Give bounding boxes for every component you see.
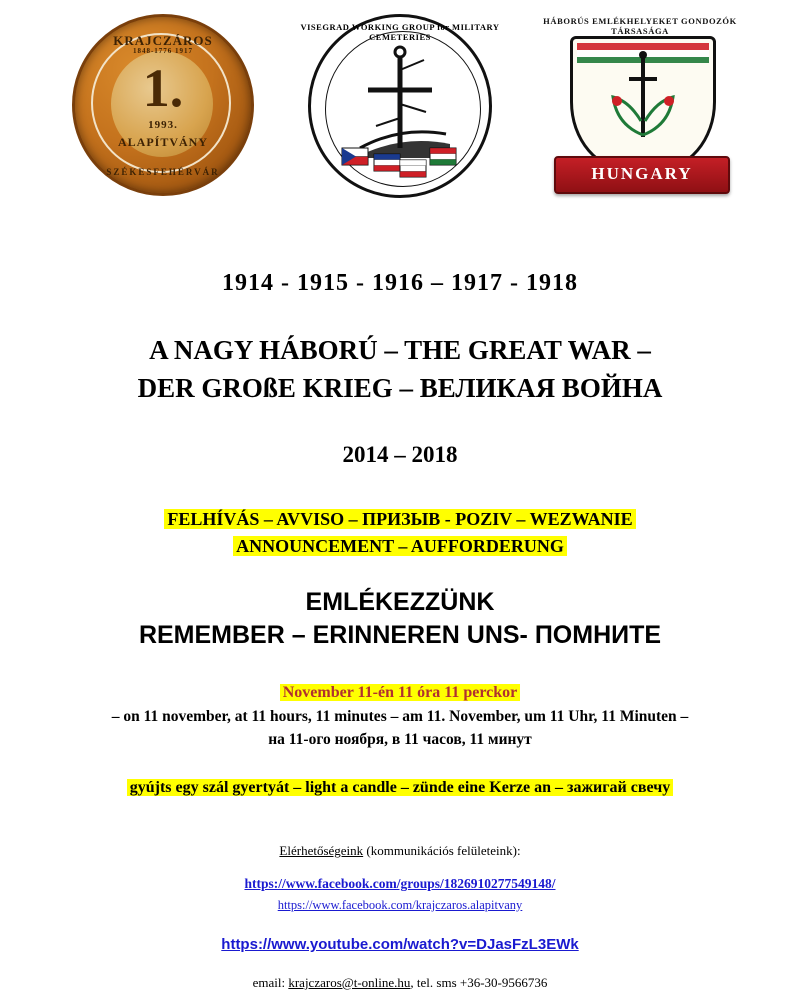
announcement-line2-text: ANNOUNCEMENT – AUFFORDERUNG [233, 536, 567, 556]
time-line-hungarian-text: November 11-én 11 óra 11 perckor [280, 684, 521, 701]
poster-title [40, 331, 760, 408]
poster-title-line1: A NAGY HÁBORÚ – THE GREAT WAR – [149, 335, 651, 365]
commemoration-period: 2014 – 2018 [342, 441, 458, 467]
hungary-arc-text: HÁBORÚS EMLÉKHELYEKET GONDOZÓK TÁRSASÁGA [543, 16, 737, 36]
email-address-link[interactable]: krajczaros@t-online.hu [288, 974, 411, 990]
contacts-label-rest: (kommunikációs felületeink): [363, 843, 521, 859]
time-line-en-de: – on 11 november, at 11 hours, 11 minutes – am 11. November, um 11 Uhr, 11 Minuten – [111, 707, 689, 725]
hungary-banner: HUNGARY [554, 156, 730, 194]
visegrad-working-group-logo [300, 8, 500, 208]
contacts-block [40, 843, 760, 859]
seal-top-text: KRAJCZÁROS [113, 33, 213, 48]
announcement-line2 [40, 533, 760, 560]
war-years: 1914 - 1915 - 1916 – 1917 - 1918 [222, 270, 578, 296]
candle-call [40, 779, 760, 797]
hungary-war-memorial-society-logo [540, 8, 740, 208]
announcement-line1 [40, 506, 760, 533]
remember-line1: EMLÉKEZZÜNK [305, 587, 495, 616]
time-block [40, 681, 760, 752]
youtube-link[interactable]: https://www.youtube.com/watch?v=DJasFzL3EWk [221, 935, 579, 953]
contacts-label: Elérhetőségeink [279, 843, 364, 859]
links-block [40, 873, 760, 957]
time-line-hungarian [40, 681, 760, 705]
candle-call-text: gyújts egy szál gyertyát – light a candle – zünde eine Kerze an – зажигай свечу [127, 779, 673, 796]
remember-line2: REMEMBER – ERINNEREN UNS- ПОМНИТЕ [138, 621, 662, 650]
krajczaros-foundation-logo [60, 8, 260, 208]
remember-block [40, 586, 760, 653]
announcement-line1-text: FELHÍVÁS – AVVISO – ПРИЗЫВ - POZIV – WEZWANIE [164, 509, 635, 529]
email-line [40, 975, 760, 991]
logo-row [0, 0, 800, 210]
poster-title-line2: DER GROßE KRIEG – ВЕЛИКАЯ ВОЙНА [137, 373, 663, 404]
seal-foundation-text: ALAPÍTVÁNY [117, 135, 208, 149]
poster-content [0, 270, 800, 991]
visegrad-top-text: VISEGRAD WORKING GROUP for MILITARY CEMETERIES [300, 22, 500, 42]
seal-year: 1993. [148, 119, 178, 131]
seal-background [72, 14, 254, 196]
facebook-group-link[interactable]: https://www.facebook.com/groups/1826910277549148/ [244, 876, 556, 892]
announcement-block [40, 506, 760, 560]
facebook-page-link[interactable]: https://www.facebook.com/krajczaros.alapitvany [277, 897, 523, 912]
time-line-russian: на 11-ого ноября, в 11 часов, 11 минут [268, 730, 532, 748]
seal-number: 1. [142, 58, 184, 118]
cemetery-cross-icon [300, 8, 500, 208]
sword-and-wreath-icon [573, 39, 713, 169]
seal-arc-small-text: 1848-1776 1917 [132, 47, 194, 55]
email-suffix: , tel. sms +36-30-9566736 [410, 974, 548, 990]
email-prefix: email: [252, 974, 289, 990]
hungary-shield [570, 36, 716, 172]
seal-city-text: SZÉKESFEHÉRVÁR [106, 167, 220, 177]
